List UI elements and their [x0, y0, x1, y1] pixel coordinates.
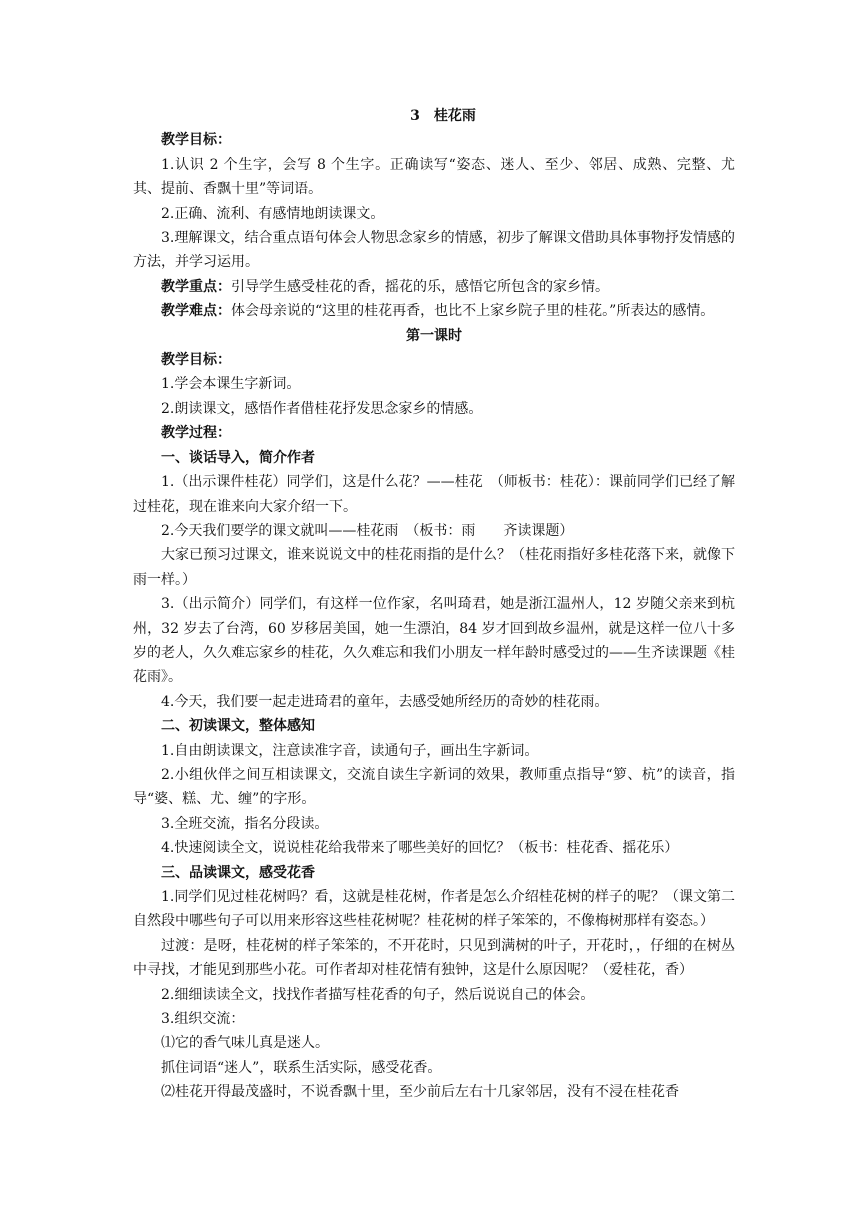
- lesson-title: 第一课时: [406, 327, 462, 344]
- paragraph: 1.（出示课件桂花）同学们，这是什么花？——桂花 （师板书：桂花）：课前同学们已经了解过桂花，现在谁来向大家介绍一下。: [133, 474, 735, 515]
- goals-heading: 教学目标：: [161, 132, 231, 149]
- paragraph: 2.今天我们要学的课文就叫——桂花雨 （板书：雨 齐读课题）: [161, 522, 574, 539]
- lesson-goal-item: 2.朗读课文，感悟作者借桂花抒发思念家乡的情感。: [161, 400, 483, 417]
- goal-item: 2.正确、流利、有感情地朗读课文。: [161, 205, 385, 222]
- lesson-goal-item: 1.学会本课生字新词。: [161, 376, 301, 393]
- goal-item: 3.理解课文，结合重点语句体会人物思念家乡的情感，初步了解课文借助具体事物抒发情感的方法，并学习运用。: [133, 230, 735, 271]
- paragraph: ⑴它的香气味儿真是迷人。: [161, 1035, 329, 1052]
- process-heading: 教学过程：: [161, 425, 231, 442]
- difficulty-label: 教学难点：: [161, 303, 231, 320]
- paragraph: 1.自由朗读课文，注意读准字音，读通句子，画出生字新词。: [161, 742, 539, 759]
- paragraph: ⑵桂花开得最茂盛时，不说香飘十里，至少前后左右十几家邻居，没有不浸在桂花香: [161, 1084, 679, 1101]
- paragraph: 大家已预习过课文，谁来说说文中的桂花雨指的是什么？（桂花雨指好多桂花落下来，就像下雨一样。）: [133, 547, 735, 588]
- key-point: [133, 275, 735, 299]
- page-title: 3 桂花雨: [410, 108, 476, 124]
- paragraph: 4.快速阅读全文，说说桂花给我带来了哪些美好的回忆？（板书：桂花香、摇花乐）: [161, 840, 679, 857]
- section-heading: 二、初读课文，整体感知: [161, 718, 315, 735]
- difficulty: [133, 299, 735, 323]
- difficulty-text: 体会母亲说的“这里的桂花再香，也比不上家乡院子里的桂花。”所表达的感情。: [231, 303, 715, 320]
- paragraph: 3.组织交流：: [161, 1011, 245, 1028]
- section-heading: 三、品读课文，感受花香: [161, 864, 315, 881]
- key-point-label: 教学重点：: [161, 278, 231, 295]
- lesson-goals-heading: 教学目标：: [161, 352, 231, 369]
- goal-item: 1.认识 2 个生字，会写 8 个生字。正确读写“姿态、迷人、至少、邻居、成熟、完整、尤其、提前、香飘十里”等词语。: [133, 156, 735, 198]
- document-page: [133, 104, 735, 1105]
- paragraph: 2.细细读读全文，找找作者描写桂花香的句子，然后说说自己的体会。: [161, 986, 595, 1003]
- paragraph: 3.全班交流，指名分段读。: [161, 815, 329, 832]
- paragraph: 1.同学们见过桂花树吗？看，这就是桂花树，作者是怎么介绍桂花树的样子的呢？（课文第二自然段中哪些句子可以用来形容这些桂花树呢？桂花树的样子笨笨的，不像梅树那样有姿态。）: [133, 889, 735, 930]
- paragraph: 4.今天，我们要一起走进琦君的童年，去感受她所经历的奇妙的桂花雨。: [161, 693, 609, 710]
- section-heading: 一、谈话导入，简介作者: [161, 449, 315, 466]
- paragraph: 3.（出示简介）同学们，有这样一位作家，名叫琦君，她是浙江温州人，12 岁随父亲来到杭州，32 岁去了台湾，60 岁移居美国，她一生漂泊，84 岁才回到故乡温州，就是这样一位八十多岁的老人，久久难忘家乡的桂花，久久难忘和我们小朋友一样年龄时感受过的——生齐读课题《桂花雨》。: [133, 596, 735, 686]
- paragraph: 抓住词语“迷人”，联系生活实际，感受花香。: [161, 1059, 442, 1076]
- paragraph: 2.小组伙伴之间互相读课文，交流自读生字新词的效果，教师重点指导“箩、杭”的读音，指导“婆、糕、尤、缠”的字形。: [133, 766, 735, 808]
- key-point-text: 引导学生感受桂花的香，摇花的乐，感悟它所包含的家乡情。: [231, 278, 609, 295]
- paragraph: 过渡：是呀，桂花树的样子笨笨的，不开花时，只见到满树的叶子，开花时，，仔细的在树丛中寻找，才能见到那些小花。可作者却对桂花情有独钟，这是什么原因呢？（爱桂花，香）: [133, 937, 735, 979]
